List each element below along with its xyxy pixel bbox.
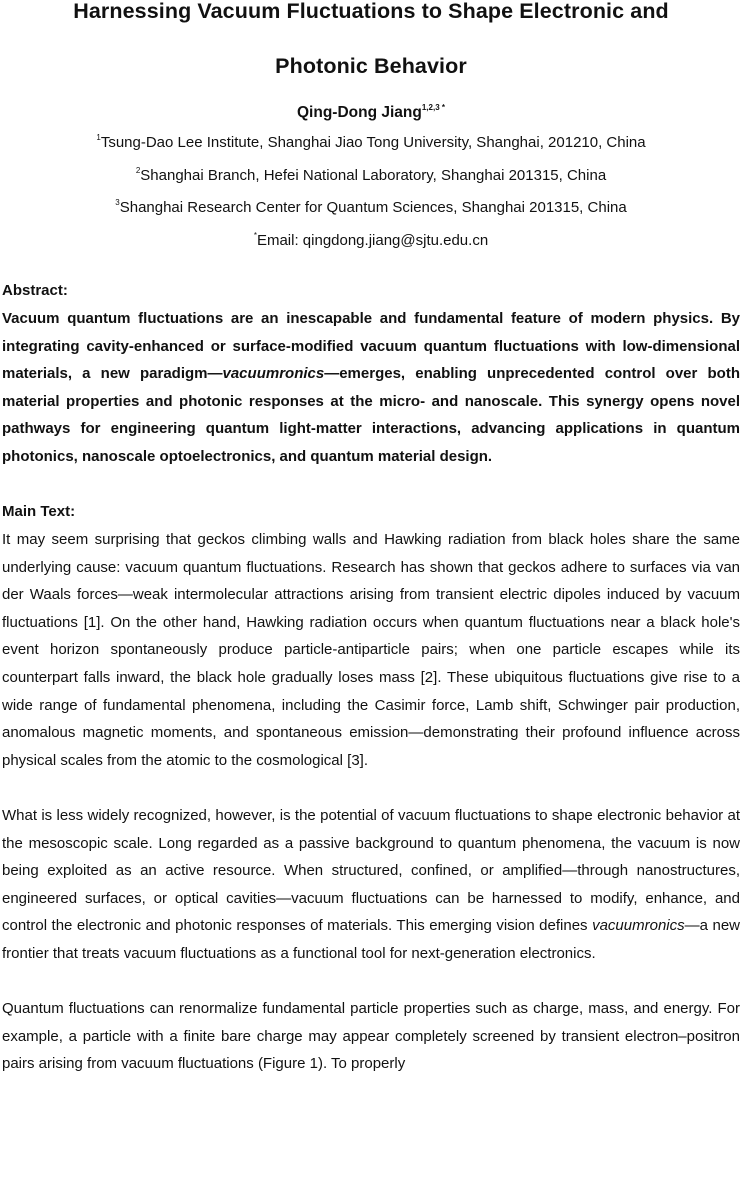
title-line-1: Harnessing Vacuum Fluctuations to Shape Electronic and xyxy=(73,0,669,23)
affiliation-mark: 3 xyxy=(115,198,120,207)
paragraph-2-text-1: What is less widely recognized, however, is the potential of vacuum fluctuations to shape electronic behavior at the mesoscopic scale. Long regarded as a passive background to quantum phenomena, the vacuum is now being exploited as an active resource. When structured, confined, or amplified—through nanostructures, engineered surfaces, or optical cavities—vacuum fluctuations can be harnessed to modify, enhance, and control the electronic and photonic responses of materials. This emerging vision defines xyxy=(2,806,740,935)
email-text: Email: qingdong.jiang@sjtu.edu.cn xyxy=(256,231,489,249)
affiliation-3 xyxy=(2,189,740,222)
author-marks: 1,2,3 * xyxy=(421,103,445,112)
affiliation-text: Shanghai Research Center for Quantum Sciences, Shanghai 201315, China xyxy=(119,199,627,216)
affiliation-2 xyxy=(2,157,740,190)
affiliation-text: Tsung-Dao Lee Institute, Shanghai Jiao Tong University, Shanghai, 201210, China xyxy=(100,134,646,151)
main-paragraph-2 xyxy=(2,802,740,968)
author-line xyxy=(2,97,740,124)
author-name: Qing-Dong Jiang xyxy=(297,104,422,121)
main-text-heading: Main Text: xyxy=(2,503,76,520)
abstract-body xyxy=(2,305,740,470)
author-email xyxy=(2,222,740,255)
paragraph-2-emphasis: vacuumronics xyxy=(592,917,685,935)
main-paragraph-3: Quantum fluctuations can renormalize fundamental particle properties such as charge, mass, and energy. For example, a particle with a finite bare charge may appear completely screened by transient electron–positron pairs arising from vacuum fluctuations (Figure 1). To properly xyxy=(2,1000,740,1073)
paper-title xyxy=(2,0,740,94)
abstract-text-1: Vacuum quantum fluctuations are an inescapable and fundamental feature of modern physics. By integrating cavity-enhanced or surface-modified vacuum quantum fluctuations with low-dimensional materials, a new paradigm— xyxy=(2,310,740,382)
paragraph-2-text-2: —a new frontier that treats vacuum fluctuations as a functional tool for next-generation electronics. xyxy=(2,917,741,962)
abstract-heading: Abstract: xyxy=(2,282,68,299)
affiliation-mark: 1 xyxy=(96,133,101,142)
title-line-2: Photonic Behavior xyxy=(275,54,467,78)
affiliation-mark: 2 xyxy=(135,165,141,175)
abstract-emphasis: vacuumronics xyxy=(222,365,325,382)
affiliation-text: Shanghai Branch, Hefei National Laboratory, Shanghai 201315, China xyxy=(140,166,607,184)
abstract-text-2: —emerges, enabling unprecedented control over both material properties and photonic responses at the micro- and nanoscale. This synergy opens novel pathways for engineering quantum light-matter interactions, advancing applications in quantum photonics, nanoscale optoelectronics, and quantum material design. xyxy=(2,365,740,465)
affiliation-1 xyxy=(2,124,740,157)
main-paragraph-1: It may seem surprising that geckos climbing walls and Hawking radiation from black holes share the same underlying cause: vacuum quantum fluctuations. Research has shown that geckos adhere to surfaces via van der Waals forces—weak intermolecular attractions arising from transient electric dipoles induced by vacuum fluctuations [1]. On the other hand, Hawking radiation occurs when quantum fluctuations near a black hole's event horizon spontaneously produce particle-antiparticle pairs; when one particle escapes while its counterpart falls inward, the black hole gradually loses mass [2]. These ubiquitous fluctuations give rise to a wide range of fundamental phenomena, including the Casimir force, Lamb shift, Schwinger pair production, anomalous magnetic moments, and spontaneous emission—demonstrating their profound influence across physical scales from the atomic to the cosmological [3]. xyxy=(2,531,740,769)
email-mark: * xyxy=(253,230,257,240)
